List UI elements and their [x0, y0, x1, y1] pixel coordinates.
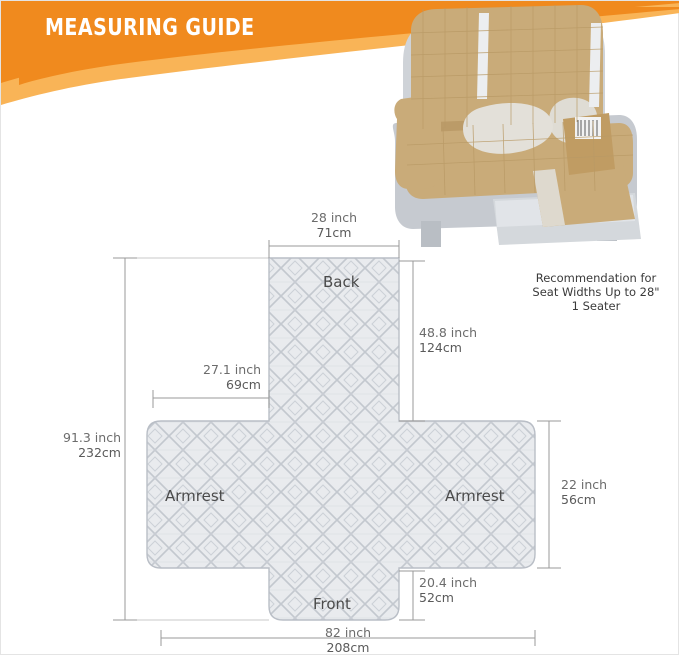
furniture-cover [394, 5, 635, 227]
dimension-front-height [419, 576, 493, 605]
dimension-armrest-depth-metric: 56cm [561, 491, 596, 507]
dimension-total-width [304, 626, 392, 655]
caption-line-2: Seat Widths Up to 28" [532, 285, 660, 299]
product-photo [383, 3, 673, 261]
caption-line-3: 1 Seater [571, 299, 621, 313]
page-title: MEASURING GUIDE [45, 15, 255, 41]
dimension-shoulder-width [165, 363, 261, 392]
dimension-shoulder-width-metric: 69cm [226, 376, 261, 392]
dimension-total-width-imperial: 82 inch [324, 625, 372, 640]
dimension-front-height-imperial: 20.4 inch [419, 575, 477, 590]
dimension-back-height-metric: 124cm [419, 339, 462, 355]
dimension-armrest-depth-imperial: 22 inch [561, 477, 608, 492]
dimension-total-height-imperial: 91.3 inch [63, 430, 121, 445]
dimension-total-height-metric: 232cm [78, 444, 121, 460]
region-label-front: Front [313, 595, 351, 613]
dimension-front-height-metric: 52cm [419, 589, 454, 605]
dimension-back-height-imperial: 48.8 inch [419, 325, 477, 340]
region-label-armrest-left: Armrest [165, 487, 225, 505]
dimension-back-width-imperial: 28 inch [310, 210, 358, 225]
dimension-armrest-depth [561, 478, 625, 507]
dimension-total-height [33, 431, 121, 460]
region-label-armrest-right: Armrest [445, 487, 505, 505]
dimension-shoulder-width-imperial: 27.1 inch [203, 362, 261, 377]
region-label-back: Back [323, 273, 360, 291]
dimension-back-width [290, 211, 378, 240]
measurement-diagram [1, 210, 679, 656]
dimension-back-height [419, 326, 493, 355]
caption-line-1: Recommendation for [535, 271, 657, 285]
dimension-back-width-metric: 71cm [316, 224, 352, 240]
dimension-total-width-metric: 208cm [326, 639, 370, 655]
